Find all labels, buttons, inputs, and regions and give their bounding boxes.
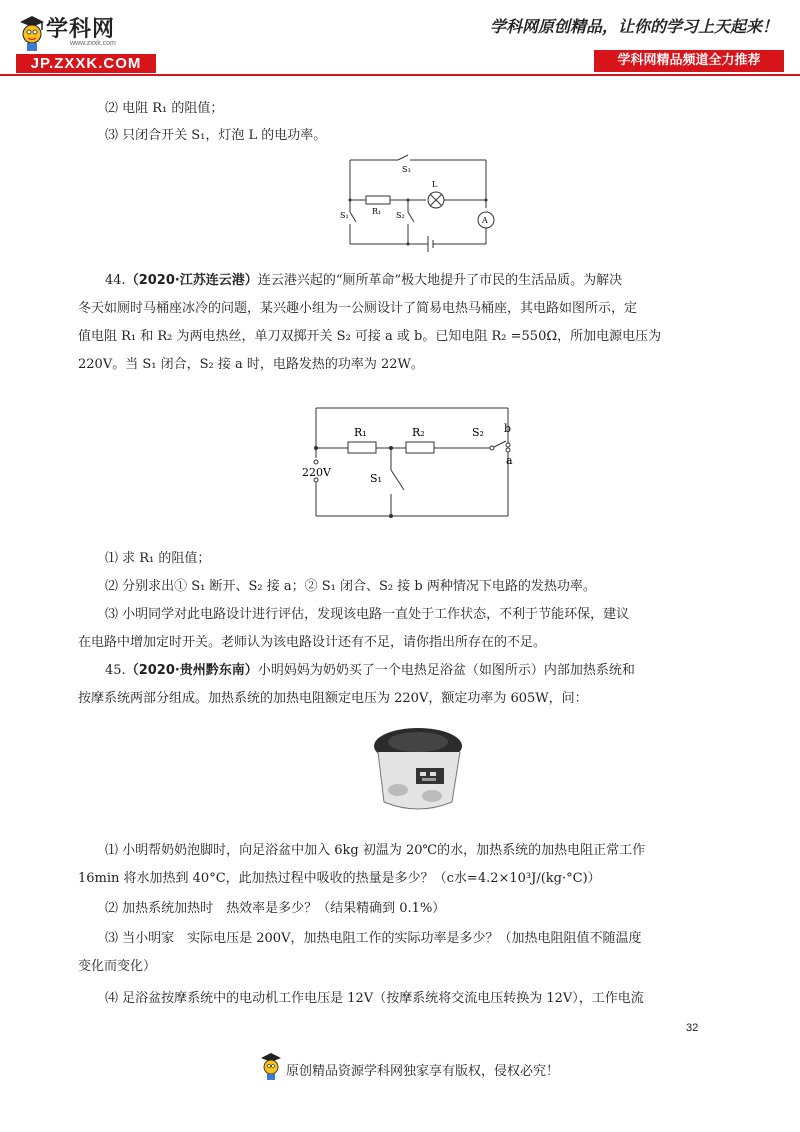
q44-part3a: ⑶ 小明同学对此电路设计进行评估，发现该电路一直处于工作状态，不利于节能环保，建议 (105, 607, 630, 622)
q44-line2: 冬天如厕时马桶座冰冷的问题，某兴趣小组为一公厕设计了简易电热马桶座，其电路如图所示，定 (78, 301, 638, 316)
fig2-label-a: a (506, 454, 513, 467)
q45-part1a: ⑴ 小明帮奶奶泡脚时，向足浴盆中加入 6kg 初温为 20℃的水，加热系统的加热电阻正常工作 (105, 843, 646, 858)
fig2-label-b: b (504, 422, 512, 435)
q45-line1 (105, 661, 705, 681)
logo-url[interactable]: JP.ZXXK.COM (16, 54, 156, 73)
q44-part2: ⑵ 分别求出① S₁ 断开、S₂ 接 a；② S₁ 闭合、S₂ 接 b 两种情况下电路的发热功率。 (105, 579, 596, 594)
fig1-label-r1: R₁ (372, 207, 382, 216)
header-banner: 学科网精品频道全力推荐 (594, 50, 784, 72)
fig2-label-220v: 220V (302, 466, 331, 479)
circuit-diagram-2 (296, 398, 526, 534)
fig2-label-s1: S₁ (370, 472, 382, 485)
header-divider (0, 74, 800, 76)
fig1-label-s1: S₁ (340, 211, 349, 220)
fig2-label-r2: R₂ (412, 426, 425, 439)
q44-text1: 连云港兴起的“厕所革命”极大地提升了市民的生活品质。为解决 (257, 273, 623, 288)
circuit-diagram-1 (336, 150, 496, 262)
q45-part2: ⑵ 加热系统加热时 热效率是多少？（结果精确到 0.1%） (105, 901, 446, 916)
q44-line1 (105, 271, 705, 291)
foot-bath-photo (372, 724, 470, 820)
header-slogan: 学科网原创精品，让你的学习上天起来！ (489, 17, 778, 36)
q45-line2: 按摩系统两部分组成。加热系统的加热电阻额定电压为 220V，额定功率为 605W，问： (78, 691, 588, 706)
fig2-label-r1: R₁ (354, 426, 367, 439)
q44-line3: 值电阻 R₁ 和 R₂ 为两电热丝，单刀双掷开关 S₂ 可接 a 或 b。已知电阻 R₂ =550Ω，所加电源电压为 (78, 329, 662, 344)
q44-source: （2020·江苏连云港） (125, 273, 258, 288)
fig1-label-a: A (482, 216, 488, 225)
fig1-label-s3: S₃ (402, 165, 411, 174)
q45-part3b: 变化而变化） (78, 959, 157, 974)
fig1-label-l: L (432, 180, 438, 189)
q44-part3b: 在电路中增加定时开关。老师认为该电路设计还有不足，请你指出所存在的不足。 (78, 635, 547, 650)
q45-number: 45. (105, 663, 126, 678)
logo-text: 学科网 (46, 16, 116, 41)
footer-copyright: 原创精品资源学科网独家享有版权，侵权必究！ (286, 1064, 560, 1079)
q45-part4: ⑷ 足浴盆按摩系统中的电动机工作电压是 12V（按摩系统将交流电压转换为 12V），工作电流 (105, 991, 644, 1006)
q45-text1: 小明妈妈为奶奶买了一个电热足浴盆（如图所示）内部加热系统和 (257, 663, 635, 678)
fig2-label-s2: S₂ (472, 426, 484, 439)
page-number: 32 (686, 1022, 699, 1034)
logo-subtext: www.zxxk.com (70, 40, 116, 47)
q45-source: （2020·贵州黔东南） (125, 663, 258, 678)
q44-number: 44. (105, 273, 126, 288)
footer-mascot-icon (260, 1052, 282, 1084)
q44-part1: ⑴ 求 R₁ 的阻值； (105, 551, 211, 566)
fig1-label-s2: S₂ (396, 211, 405, 220)
q45-part1b: 16min 将水加热到 40°C，此加热过程中吸收的热量是多少？（c水=4.2×10³J/(kg·°C)） (78, 871, 601, 886)
q44-line4: 220V。当 S₁ 闭合，S₂ 接 a 时，电路发热的功率为 22W。 (78, 357, 424, 372)
q45-part3a: ⑶ 当小明家 实际电压是 200V，加热电阻工作的实际功率是多少？（加热电阻阻值不随温度 (105, 931, 642, 946)
logo-mascot-icon (18, 14, 46, 56)
q43-part3: ⑶ 只闭合开关 S₁，灯泡 L 的电功率。 (105, 128, 327, 143)
q43-part2: ⑵ 电阻 R₁ 的阻值； (105, 101, 224, 116)
